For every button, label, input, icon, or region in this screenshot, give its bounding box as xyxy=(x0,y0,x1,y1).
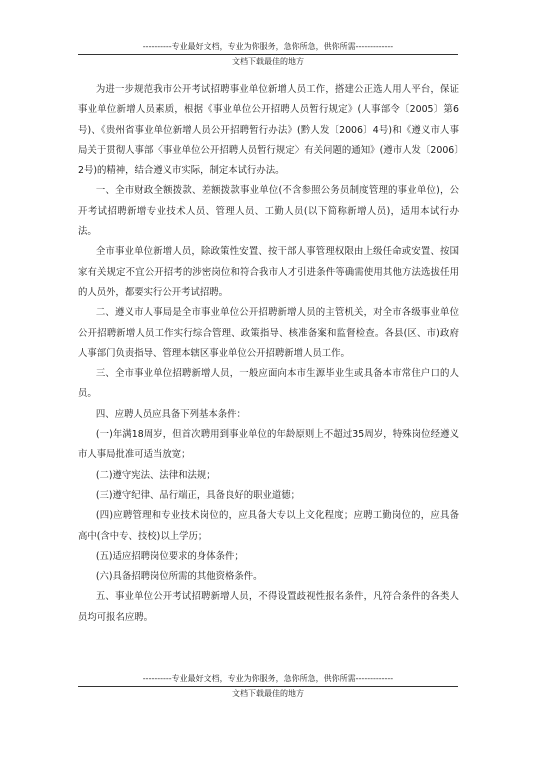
header-divider xyxy=(78,54,458,55)
page-header xyxy=(78,41,458,67)
footer-divider xyxy=(78,686,458,687)
paragraph-authority: 二、遵义市人事局是全市事业单位公开招聘新增人员的主管机关，对全市各级事业单位公开招聘新增人员工作实行综合管理、政策指导、核准备案和监督检查。各县(区、市)政府人事部门负责指导、管理本辖区事业单位公开招聘新增人员工作。 xyxy=(78,307,459,359)
condition-item-3: (三)遵守纪律、品行端正，具备良好的职业道德； xyxy=(95,489,301,501)
paragraph-conditions-heading: 四、应聘人员应具备下列基本条件： xyxy=(95,408,246,420)
paragraph-intro: 为进一步规范我市公开考试招聘事业单位新增人员工作，搭建公正选人用人平台，保证事业单位新增人员素质，根据《事业单位公开招聘人员暂行规定》(人事部令〔2005〕第6号)、《贵州省事业单位新增人员公开招聘暂行办法》(黔人发〔2006〕4号)和《遵义市人事局关于贯彻人事部〈事业单位公开招聘人员暂行规定〉有关问题的通知》(遵市人发〔2006〕2号)的精神，结合遵义市实际，制定本试行办法。 xyxy=(78,84,459,177)
page-footer xyxy=(78,673,458,699)
condition-item-6: (六)具备招聘岗位所需的其他资格条件。 xyxy=(95,571,263,583)
condition-item-1: (一)年满18周岁，但首次聘用到事业单位的年龄原则上不超过35周岁，特殊岗位经遵义市人事局批准可适当放宽； xyxy=(78,429,459,461)
header-slogan: ----------专业最好文档，专业为你服务，急你所急，供你所需------------- xyxy=(142,42,394,51)
paragraph-scope: 一、全市财政全额拨款、差额拨款事业单位(不含参照公务员制度管理的事业单位)，公开考试招聘新增专业技术人员、管理人员、工勤人员(以下简称新增人员)，适用本试行办法。 xyxy=(78,185,459,238)
condition-item-2: (二)遵守宪法、法律和法规； xyxy=(95,469,216,481)
paragraph-exceptions: 全市事业单位新增人员，除政策性安置、按干部人事管理权限由上级任命或安置、按国家有关规定不宜公开招考的涉密岗位和符合我市人才引进条件等确需使用其他方法选拔任用的人员外，都要实行公开考试招聘。 xyxy=(78,246,459,298)
footer-subtitle: 文档下载最佳的地方 xyxy=(232,689,304,698)
footer-slogan: ----------专业最好文档，专业为你服务，急你所急，供你所需------------- xyxy=(142,674,394,683)
header-subtitle: 文档下载最佳的地方 xyxy=(232,57,304,66)
condition-item-4: (四)应聘管理和专业技术岗位的，应具备大专以上文化程度；应聘工勤岗位的，应具备高中(含中专、技校)以上学历； xyxy=(78,510,459,542)
paragraph-target: 三、全市事业单位招聘新增人员，一般应面向本市生源毕业生或具备本市常住户口的人员。 xyxy=(78,368,459,400)
paragraph-no-discrimination: 五、事业单位公开考试招聘新增人员，不得设置歧视性报名条件，凡符合条件的各类人员均可报名应聘。 xyxy=(78,591,459,623)
document-body xyxy=(78,80,459,628)
condition-item-5: (五)适应招聘岗位要求的身体条件； xyxy=(95,550,244,562)
